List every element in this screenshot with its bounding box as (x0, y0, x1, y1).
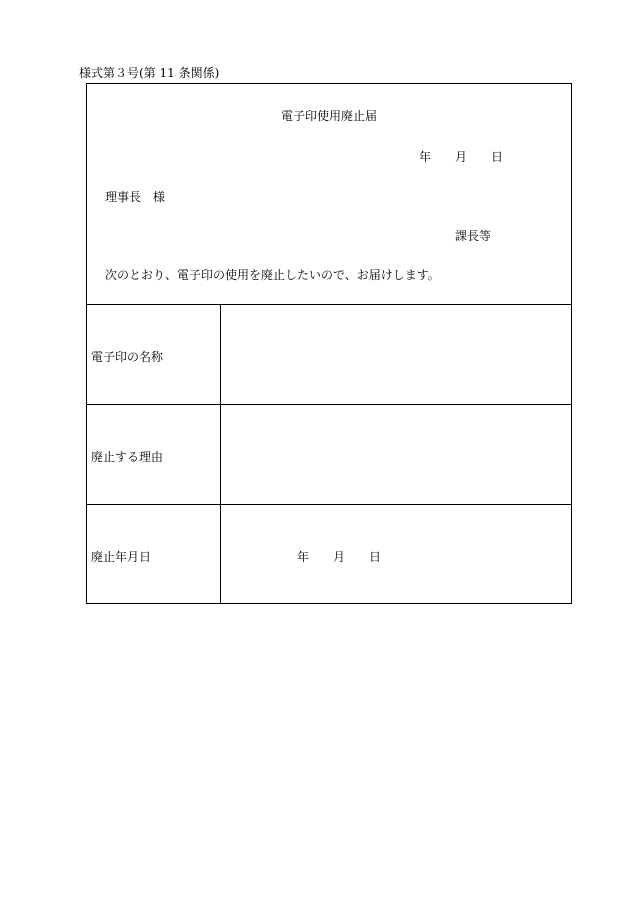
form-frame (86, 83, 572, 604)
reason-label: 廃止する理由 (91, 450, 164, 464)
row-reason (87, 404, 571, 504)
date-day-label: 日 (491, 150, 504, 164)
reason-field[interactable] (221, 405, 571, 504)
row-seal-name (87, 304, 571, 404)
date-year-label: 年 (419, 150, 432, 164)
addressee: 理事長 様 (105, 190, 166, 204)
abolition-date-label: 廃止年月日 (91, 550, 152, 564)
row-abolition-date (87, 504, 571, 604)
sender-title: 課長等 (455, 229, 492, 243)
form-header (87, 84, 571, 304)
date-month-label: 月 (455, 150, 468, 164)
abolition-day-label: 日 (369, 550, 382, 564)
abolition-year-label: 年 (297, 550, 310, 564)
seal-name-field[interactable] (221, 305, 571, 404)
body-text: 次のとおり、電子印の使用を廃止したいので、お届けします。 (105, 268, 440, 282)
form-number: 様式第３号(第 11 条関係) (79, 66, 220, 80)
row-label-cell (87, 305, 221, 404)
form-title: 電子印使用廃止届 (280, 109, 377, 123)
abolition-month-label: 月 (333, 550, 346, 564)
seal-name-label: 電子印の名称 (91, 350, 164, 364)
abolition-date-field[interactable] (221, 505, 571, 604)
row-label-cell (87, 505, 221, 604)
row-label-cell (87, 405, 221, 504)
